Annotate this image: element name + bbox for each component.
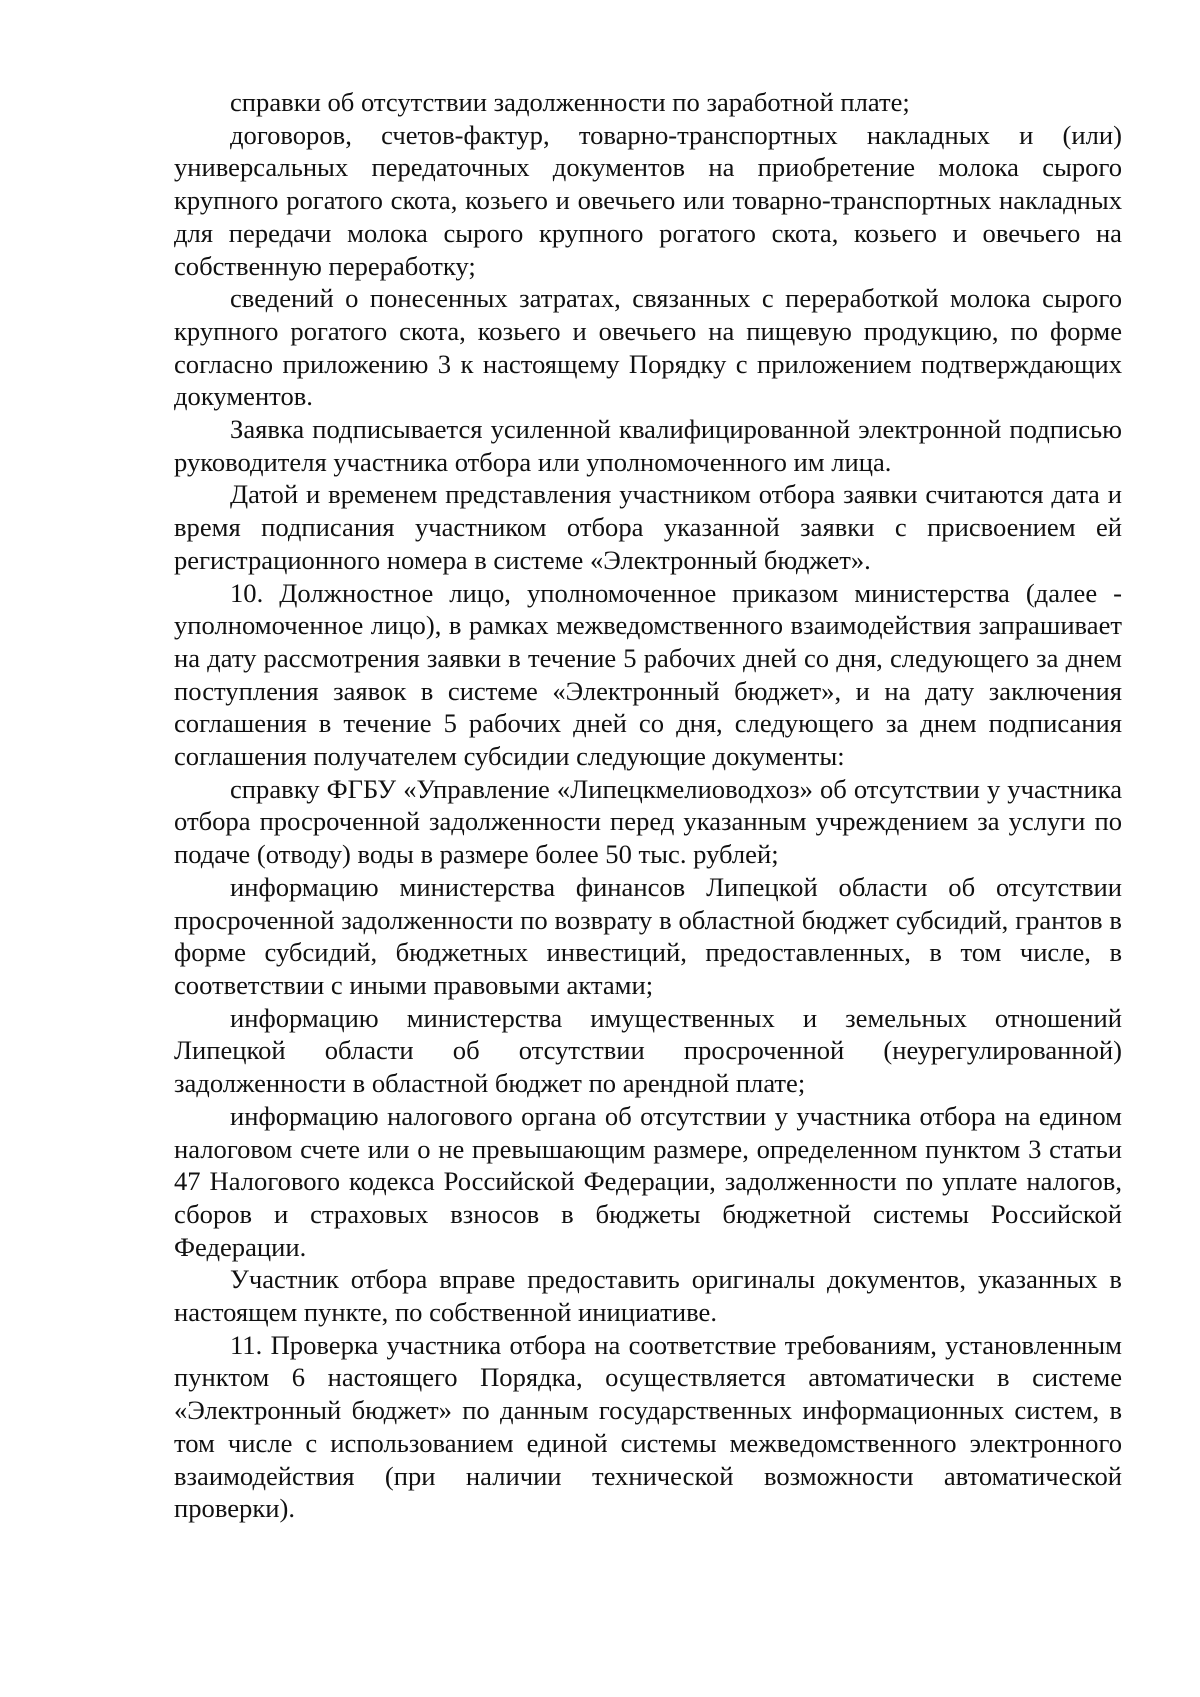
paragraph-section-10: 10. Должностное лицо, уполномоченное приказом министерства (далее - уполномоченное лицо), в рамках межведомственного взаимодействия запрашивает на дату рассмотрения заявки в течение 5 рабочих дней со дня, следующего за днем поступления заявок в системе «Электронный бюджет», и на дату заключения соглашения в течение 5 рабочих дней со дня, следующего за днем подписания соглашения получателем субсидии следующие документы: <box>174 577 1122 772</box>
paragraph-originals-initiative: Участник отбора вправе предоставить оригиналы документов, указанных в настоящем пункте, по собственной инициативе. <box>174 1264 1122 1328</box>
paragraph-processing-costs: сведений о понесенных затратах, связанных с переработкой молока сырого крупного рогатого скота, козьего и овечьего на пищевую продукцию, по форме согласно приложению 3 к настоящему Порядку с приложением подтверждающих документов. <box>174 283 1122 412</box>
paragraph-section-11: 11. Проверка участника отбора на соответствие требованиям, установленным пунктом 6 настоящего Порядка, осуществляется автоматически в системе «Электронный бюджет» по данным государственных информационных систем, в том числе с использованием единой системы межведомственного электронного взаимодействия (при наличии технической возможности автоматической проверки). <box>174 1329 1122 1524</box>
paragraph-property-ministry-info: информацию министерства имущественных и земельных отношений Липецкой области об отсутствии просроченной (неурегулированной) задолженности в областной бюджет по арендной плате; <box>174 1002 1122 1099</box>
paragraph-submission-date: Датой и временем представления участником отбора заявки считаются дата и время подписания участником отбора указанной заявки с присвоением ей регистрационного номера в системе «Электронный бюджет». <box>174 479 1122 575</box>
paragraph-salary-certificate: справки об отсутствии задолженности по заработной плате; <box>230 87 910 117</box>
paragraph-tax-authority-info: информацию налогового органа об отсутствии у участника отбора на едином налоговом счете или о не превышающим размере, определенном пунктом 3 статьи 47 Налогового кодекса Российской Федерации, задолженности по уплате налогов, сборов и страховых взносов в бюджеты бюджетной системы Российской Федерации. <box>174 1100 1122 1262</box>
paragraph-finance-ministry-info: информацию министерства финансов Липецкой области об отсутствии просроченной задолженности по возврату в областной бюджет субсидий, грантов в форме субсидий, бюджетных инвестиций, предоставленных, в том числе, в соответствии с иными правовыми актами; <box>174 871 1122 1000</box>
paragraph-application-signature: Заявка подписывается усиленной квалифицированной электронной подписью руководителя участника отбора или уполномоченного им лица. <box>174 414 1122 477</box>
paragraph-melioration-certificate: справку ФГБУ «Управление «Липецкмелиоводхоз» об отсутствии у участника отбора просроченной задолженности перед указанным учреждением за услуги по подаче (отводу) воды в размере более 50 тыс. рублей; <box>174 773 1122 870</box>
paragraph-contracts-invoices: договоров, счетов-фактур, товарно-транспортных накладных и (или) универсальных передаточных документов на приобретение молока сырого крупного рогатого скота, козьего и овечьего или товарно-транспортных накладных для передачи молока сырого крупного рогатого скота, козьего и овечьего на собственную переработку; <box>174 119 1122 281</box>
document-page <box>174 86 1122 1525</box>
